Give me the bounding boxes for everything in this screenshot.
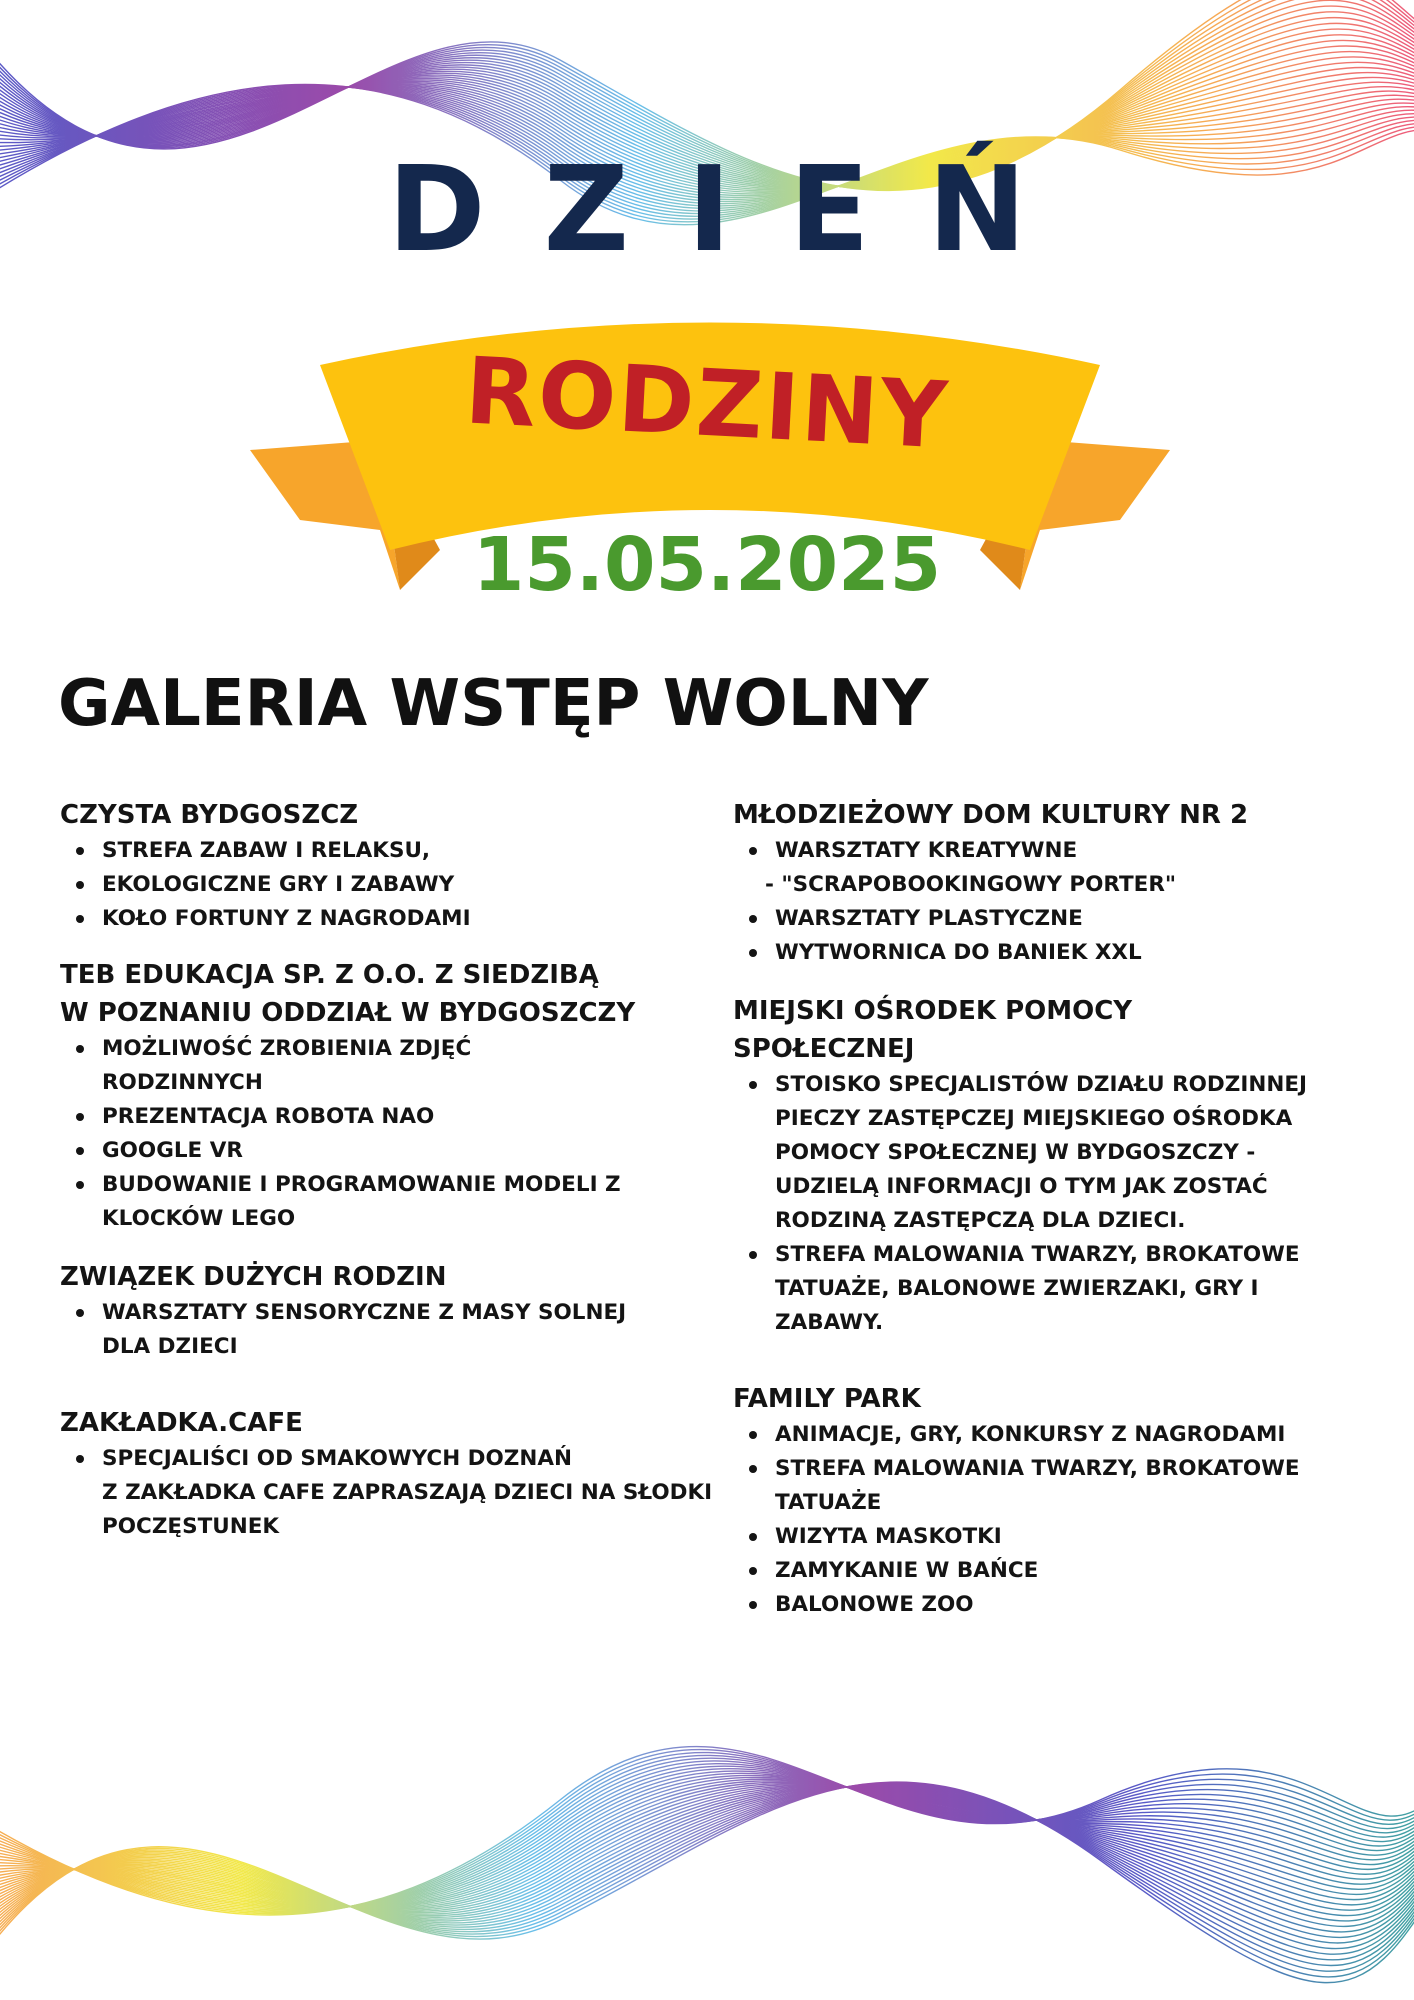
item-list — [733, 1418, 1383, 1622]
section-title: CZYSTA BYDGOSZCZ — [60, 800, 359, 830]
section-title: MIEJSKI OŚRODEK POMOCY SPOŁECZNEJ — [733, 996, 1133, 1064]
list-item: PREZENTACJA ROBOTA NAO — [60, 1100, 740, 1134]
list-item: ZAMYKANIE W BAŃCE — [733, 1554, 1383, 1588]
title-rodziny: RODZINY — [462, 337, 952, 470]
section-title: FAMILY PARK — [733, 1384, 921, 1414]
section-title: TEB EDUKACJA SP. Z O.O. Z SIEDZIBĄ W POZNANIU ODDZIAŁ W BYDGOSZCZY — [60, 960, 636, 1028]
section-title: MŁODZIEŻOWY DOM KULTURY NR 2 — [733, 800, 1249, 830]
item-list — [60, 1442, 740, 1544]
left-column — [60, 796, 740, 1544]
list-item: EKOLOGICZNE GRY I ZABAWY — [60, 868, 740, 902]
list-item: GOOGLE VR — [60, 1134, 740, 1168]
title-dzien: DZIEŃ — [387, 140, 1085, 278]
decorative-wave-bottom — [0, 1660, 1414, 2000]
list-item: WARSZTATY PLASTYCZNE — [733, 902, 1383, 936]
list-item: SPECJALIŚCI OD SMAKOWYCH DOZNAŃ Z ZAKŁADKA CAFE ZAPRASZAJĄ DZIECI NA SŁODKI POCZĘSTUNEK — [60, 1442, 740, 1544]
item-list — [60, 1296, 740, 1364]
event-date: 15.05.2025 — [472, 522, 942, 608]
section-zakladka-cafe — [60, 1404, 740, 1544]
section-mops — [733, 992, 1383, 1340]
list-item: STOISKO SPECJALISTÓW DZIAŁU RODZINNEJ PIECZY ZASTĘPCZEJ MIEJSKIEGO OŚRODKA POMOCY SPOŁECZNEJ W BYDGOSZCZY - UDZIELĄ INFORMACJI O TYM JAK ZOSTAĆ RODZINĄ ZASTĘPCZĄ DLA DZIECI. — [733, 1068, 1383, 1238]
section-teb-edukacja — [60, 956, 740, 1236]
section-zwiazek-duzych-rodzin — [60, 1258, 740, 1364]
list-item: MOŻLIWOŚĆ ZROBIENIA ZDJĘĆ RODZINNYCH — [60, 1032, 740, 1100]
section-czysta-bydgoszcz — [60, 796, 740, 936]
list-item: ANIMACJE, GRY, KONKURSY Z NAGRODAMI — [733, 1418, 1383, 1452]
list-item: KOŁO FORTUNY Z NAGRODAMI — [60, 902, 740, 936]
section-title: ZWIĄZEK DUŻYCH RODZIN — [60, 1262, 447, 1292]
list-item: WYTWORNICA DO BANIEK XXL — [733, 936, 1383, 970]
list-item: BALONOWE ZOO — [733, 1588, 1383, 1622]
list-item: WARSZTATY SENSORYCZNE Z MASY SOLNEJ DLA DZIECI — [60, 1296, 740, 1364]
item-list — [60, 834, 740, 936]
item-list — [60, 1032, 740, 1236]
item-list — [733, 1068, 1383, 1340]
section-title: ZAKŁADKA.CAFE — [60, 1408, 303, 1438]
section-mdk-nr-2 — [733, 796, 1383, 970]
list-item-continuation: - "SCRAPOBOOKINGOWY PORTER" — [765, 872, 1177, 897]
list-item: WARSZTATY KREATYWNE — [733, 834, 1383, 868]
headline-free-entry: GALERIA WSTĘP WOLNY — [58, 667, 929, 741]
list-item: WIZYTA MASKOTKI — [733, 1520, 1383, 1554]
right-column — [733, 796, 1383, 1622]
list-item: STREFA ZABAW I RELAKSU, — [60, 834, 740, 868]
section-family-park — [733, 1380, 1383, 1622]
list-item: STREFA MALOWANIA TWARZY, BROKATOWE TATUAŻE, BALONOWE ZWIERZAKI, GRY I ZABAWY. — [733, 1238, 1383, 1340]
list-item: BUDOWANIE I PROGRAMOWANIE MODELI Z KLOCKÓW LEGO — [60, 1168, 740, 1236]
item-list — [733, 834, 1383, 970]
list-item: STREFA MALOWANIA TWARZY, BROKATOWE TATUAŻE — [733, 1452, 1383, 1520]
